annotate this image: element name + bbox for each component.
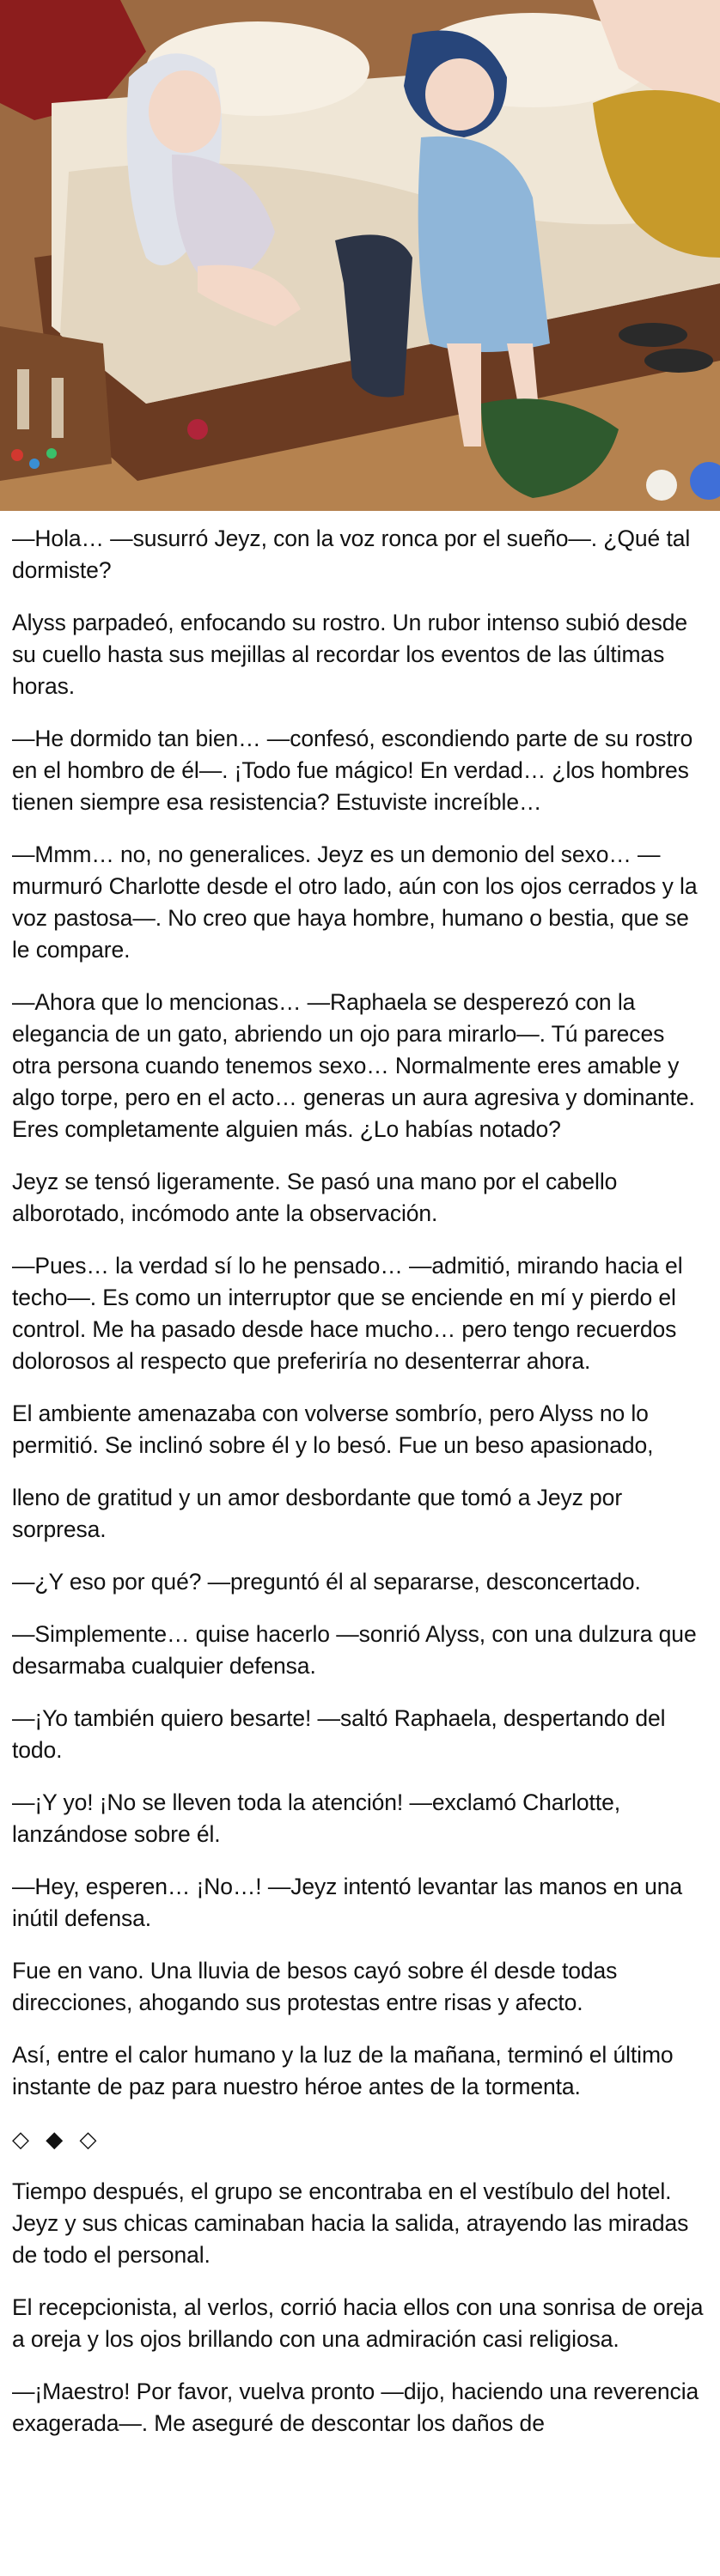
story-paragraph: —Hey, esperen… ¡No…! —Jeyz intentó levantar las manos en una inútil defensa. [12,1874,683,1931]
scene-divider: ◇ ◆ ◇ [12,2126,102,2152]
story-paragraph: —¿Y eso por qué? —preguntó él al separarse, desconcertado. [12,1569,641,1595]
story-paragraph: —Simplemente… quise hacerlo —sonrió Alyss, con una dulzura que desarmaba cualquier defensa. [12,1621,697,1679]
story-paragraph: —¡Y yo! ¡No se lleven toda la atención! —exclamó Charlotte, lanzándose sobre él. [12,1789,620,1847]
story-paragraph: Tiempo después, el grupo se encontraba en el vestíbulo del hotel. Jeyz y sus chicas caminaban hacia la salida, atrayendo las miradas de todo el personal. [12,2178,689,2268]
story-paragraph: Fue en vano. Una lluvia de besos cayó sobre él desde todas direcciones, ahogando sus protestas entre risas y afecto. [12,1958,618,2015]
story-paragraph: —¡Maestro! Por favor, vuelva pronto —dijo, haciendo una reverencia exagerada—. Me aseguré de descontar los daños de [12,2379,699,2436]
story-illustration [0,0,720,511]
story-paragraph: Jeyz se tensó ligeramente. Se pasó una mano por el cabello alborotado, incómodo ante la observación. [12,1169,618,1226]
story-paragraph: —He dormido tan bien… —confesó, escondiendo parte de su rostro en el hombro de él—. ¡Todo fue mágico! En verdad… ¿los hombres tienen siempre esa resistencia? Estuviste increíble… [12,726,693,815]
story-paragraph: El ambiente amenazaba con volverse sombrío, pero Alyss no lo permitió. Se inclinó sobre él y lo besó. Fue un beso apasionado, [12,1400,654,1458]
story-paragraph: —Mmm… no, no generalices. Jeyz es un demonio del sexo… —murmuró Charlotte desde el otro lado, aún con los ojos cerrados y la voz pastosa—. No creo que haya hombre, humano o bestia, que se le compare. [12,841,698,963]
story-paragraph: El recepcionista, al verlos, corrió hacia ellos con una sonrisa de oreja a oreja y los ojos brillando con una admiración casi religiosa. [12,2294,704,2352]
story-paragraph: Alyss parpadeó, enfocando su rostro. Un rubor intenso subió desde su cuello hasta sus mejillas al recordar los eventos de las últimas horas. [12,610,688,699]
story-paragraph: Así, entre el calor humano y la luz de la mañana, terminó el último instante de paz para nuestro héroe antes de la tormenta. [12,2042,674,2099]
story-paragraph: —Hola… —susurró Jeyz, con la voz ronca por el sueño—. ¿Qué tal dormiste? [12,526,691,583]
story-paragraph: lleno de gratitud y un amor desbordante que tomó a Jeyz por sorpresa. [12,1485,623,1542]
story-paragraph: —Pues… la verdad sí lo he pensado… —admitió, mirando hacia el techo—. Es como un interruptor que se enciende en mí y pierdo el control. Me ha pasado desde hace mucho… pero tengo recuerdos dolorosos al respecto que preferiría no desenterrar ahora. [12,1253,683,1374]
story-text [0,511,720,2439]
story-paragraph: —Ahora que lo mencionas… —Raphaela se desperezó con la elegancia de un gato, abriendo un ojo para mirarlo—. Tú pareces otra persona cuando tenemos sexo… Normalmente eres amable y algo torpe, pero en el acto… generas un aura agresiva y dominante. Eres completamente alguien más. ¿Lo habías notado? [12,989,695,1142]
story-paragraph: —¡Yo también quiero besarte! —saltó Raphaela, despertando del todo. [12,1705,666,1763]
bedroom-illustration [0,0,720,511]
